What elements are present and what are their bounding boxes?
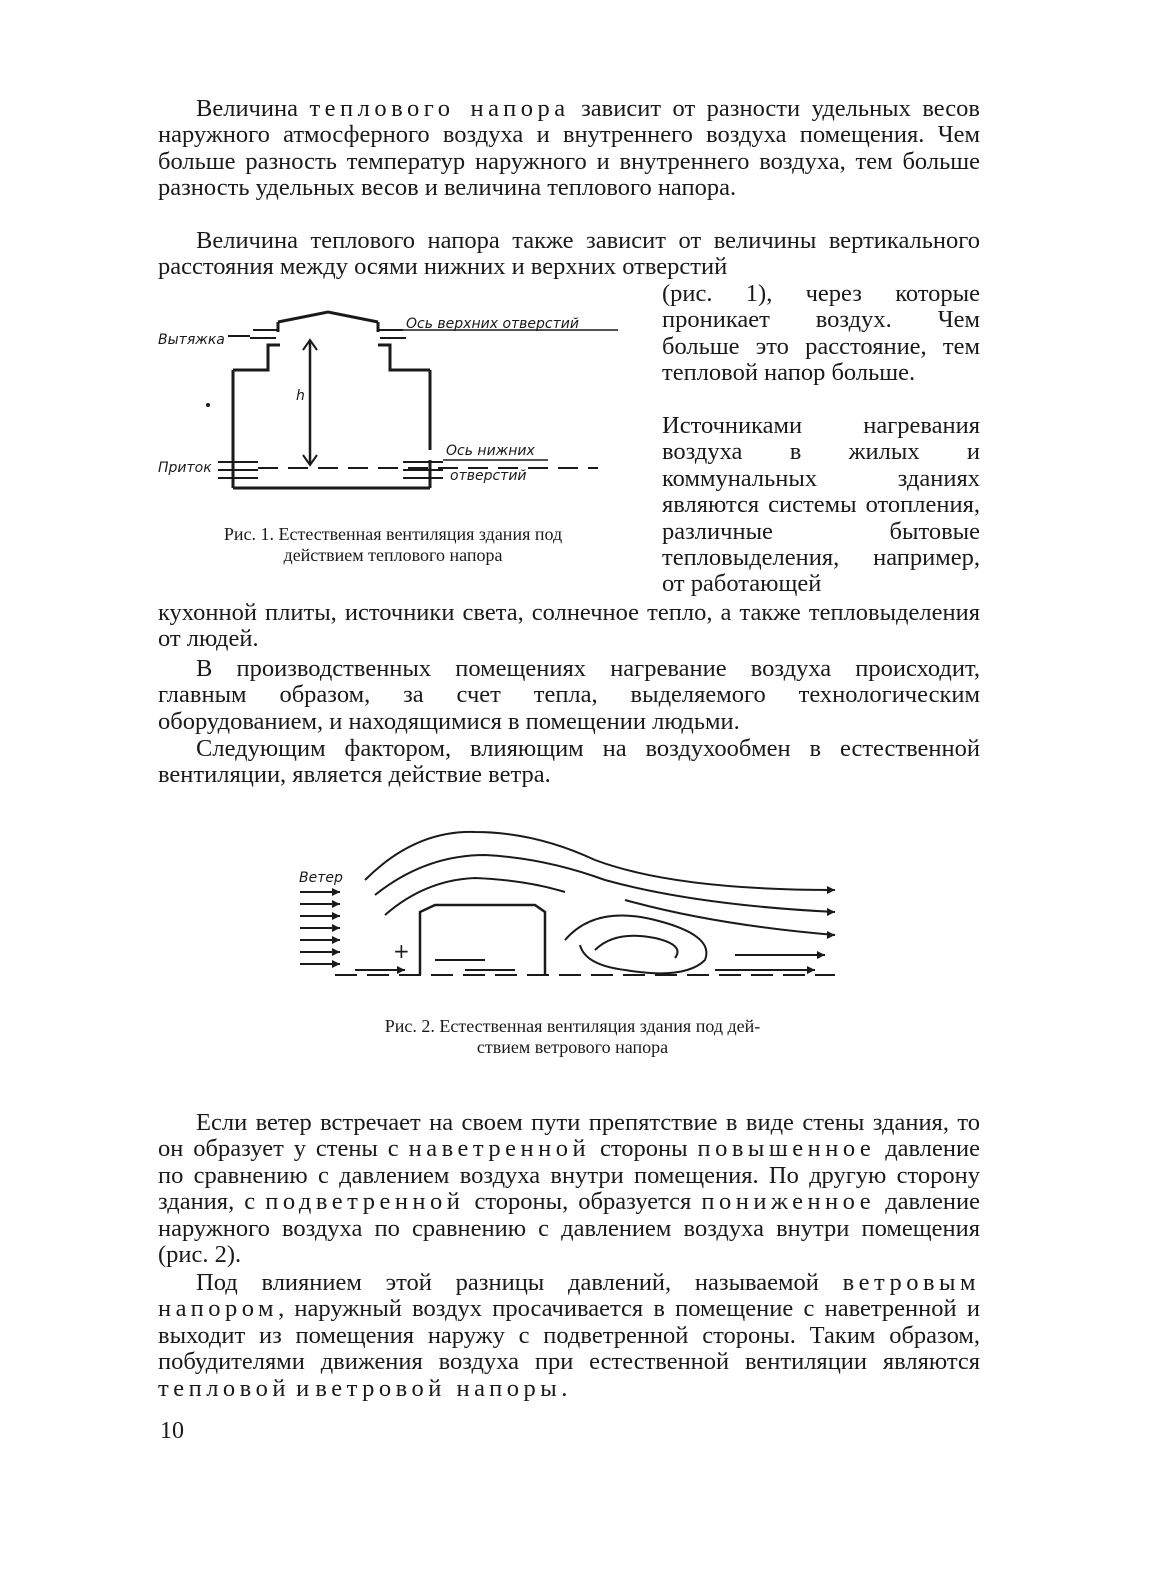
paragraph-thermal-head: Величина теплового напора зависит от разности удельных весов наружного атмосферного воздуха и внутреннего воздуха помещения. Чем больше разность температур наружного и внутреннего воздуха, тем больше разность удельных весов и величина теплового напора. [158, 95, 980, 202]
label-height: h [296, 388, 305, 404]
figure-1-thermal-ventilation [158, 300, 628, 505]
figure-2-caption: Рис. 2. Естественная вентиляция здания под дей- ствием ветрового напора [384, 1016, 761, 1057]
figure-2-drawing [295, 820, 845, 990]
label-supply: Приток [158, 460, 212, 476]
paragraph-wind-factor: Следующим фактором, влияющим на воздухообмен в естественной вентиляции, является действие ветра. [158, 735, 980, 789]
spaced-term: теплового напора [309, 95, 570, 122]
label-exhaust: Вытяжка [158, 332, 225, 348]
label-positive-pressure: + [393, 939, 410, 963]
label-upper-axis: Ось верхних отверстий [406, 316, 579, 332]
label-lower-axis-2: отверстий [450, 468, 527, 484]
label-lower-axis-1: Ось нижних [446, 443, 535, 459]
paragraph-heat-sources: Источниками нагревания воздуха в жилых и коммунальных зданиях являются системы отопления, различные бытовые тепловыделения, например, от работающей [662, 412, 980, 598]
paragraph-industrial: В производственных помещениях нагревание воздуха происходит, главным образом, за счет тепла, выделяемого технологическим оборудованием, и находящимися в помещении людьми. [158, 655, 980, 735]
page-number: 10 [160, 1418, 184, 1444]
paragraph-vertical-distance-cont: (рис. 1), через которые проникает воздух. Чем больше это расстояние, тем тепловой напор больше. [662, 280, 980, 387]
figure-1-caption: Рис. 1. Естественная вентиляция здания под действием теплового напора [223, 524, 563, 565]
figure-1-drawing [158, 300, 628, 500]
figure-2-wind-ventilation [295, 820, 845, 995]
paragraph-windward: Если ветер встречает на своем пути препятствие в виде стены здания, то он образует у стены с наветренной стороны повышенное давление по сравнению с давлением воздуха внутри помещения. По другую сторону здания, с подветренной стороны, образуется пониженное давление наружного воздуха по сравнению с давлением воздуха внутри помещения (рис. 2). [158, 1109, 980, 1269]
paragraph-wind-head: Под влиянием этой разницы давлений, называемой ветровым напором, наружный воздух просачивается в помещение с наветренной и выходит из помещения наружу с подветренной стороны. Таким образом, побудителями движения воздуха при естественной вентиляции являются тепловой и ветровой напоры. [158, 1269, 980, 1402]
paragraph-vertical-distance: Величина теплового напора также зависит от величины вертикального расстояния между осями нижних и верхних отверстий [158, 227, 980, 281]
paragraph-heat-sources-cont: кухонной плиты, источники света, солнечное тепло, а также тепловыделения от людей. [158, 599, 980, 653]
label-wind: Ветер [299, 870, 343, 886]
